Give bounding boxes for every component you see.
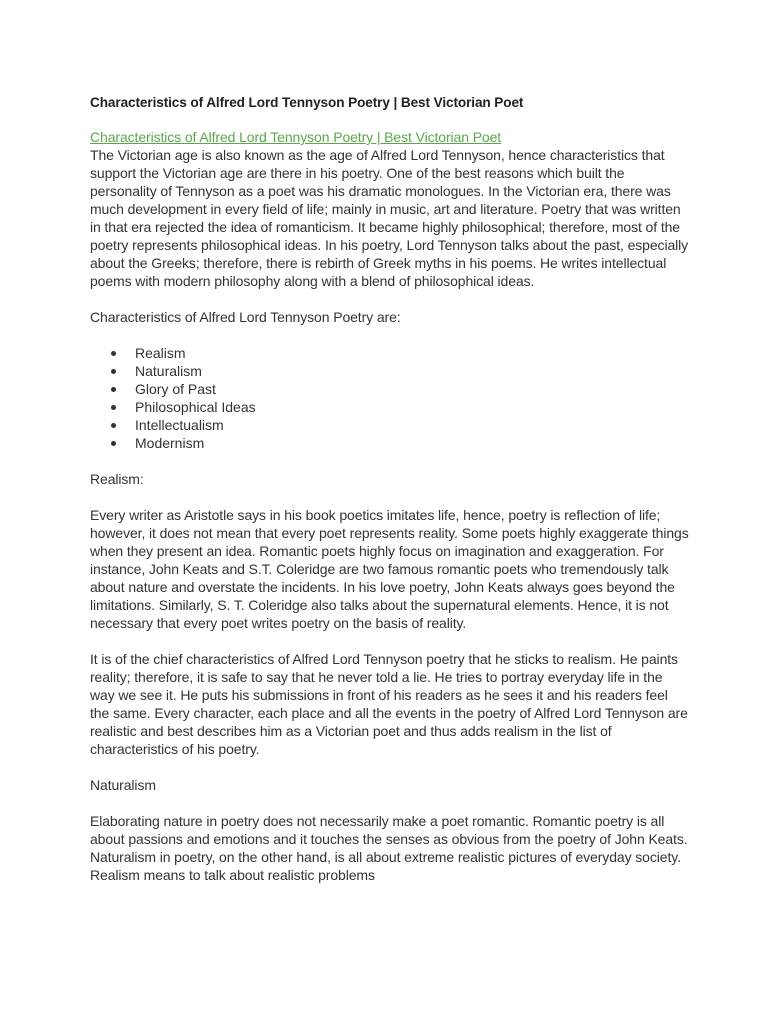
- document-title: Characteristics of Alfred Lord Tennyson Poetry | Best Victorian Poet: [90, 95, 524, 110]
- list-item: Philosophical Ideas: [135, 398, 690, 416]
- bullet-icon: [111, 441, 116, 446]
- realism-heading: Realism:: [90, 471, 144, 487]
- list-item: Glory of Past: [135, 380, 690, 398]
- document-page: [90, 94, 690, 884]
- bullet-icon: [111, 405, 116, 410]
- list-item: Intellectualism: [135, 416, 690, 434]
- naturalism-heading: Naturalism: [90, 777, 156, 793]
- list-intro: Characteristics of Alfred Lord Tennyson Poetry are:: [90, 309, 401, 325]
- bullet-icon: [111, 369, 116, 374]
- realism-paragraph-1: Every writer as Aristotle says in his book poetics imitates life, hence, poetry is reflection of life; however, it does not mean that every poet represents reality. Some poets highly exaggerate things when they present an idea. Romantic poets highly focus on imagination and exaggeration. For instance, John Keats and S.T. Coleridge are two famous romantic poets who tremendously talk about nature and overstate the incidents. In his love poetry, John Keats always goes beyond the limitations. Similarly, S. T. Coleridge also talks about the supernatural elements. Hence, it is not necessary that every poet writes poetry on the basis of reality.: [90, 507, 689, 631]
- bullet-icon: [111, 351, 116, 356]
- intro-paragraph: The Victorian age is also known as the age of Alfred Lord Tennyson, hence characteristics that support the Victorian age are there in his poetry. One of the best reasons which built the personality of Tennyson as a poet was his dramatic monologues. In the Victorian era, there was much development in every field of life; mainly in music, art and literature. Poetry that was written in that era rejected the idea of romanticism. It became highly philosophical; therefore, most of the poetry represents philosophical ideas. In his poetry, Lord Tennyson talks about the past, especially about the Greeks; therefore, there is rebirth of Greek myths in his poems. He writes intellectual poems with modern philosophy along with a blend of philosophical ideas.: [90, 147, 689, 289]
- bullet-icon: [111, 423, 116, 428]
- realism-paragraph-2: It is of the chief characteristics of Alfred Lord Tennyson poetry that he sticks to realism. He paints reality; therefore, it is safe to say that he never told a lie. He tries to portray everyday life in the way we see it. He puts his submissions in front of his readers as he sees it and his readers feel the same. Every character, each place and all the events in the poetry of Alfred Lord Tennyson are realistic and best describes him as a Victorian poet and thus adds realism in the list of characteristics of his poetry.: [90, 651, 688, 757]
- list-item: Realism: [135, 344, 690, 362]
- list-item: Modernism: [135, 434, 690, 452]
- article-link[interactable]: Characteristics of Alfred Lord Tennyson Poetry | Best Victorian Poet: [90, 129, 502, 145]
- bullet-icon: [111, 387, 116, 392]
- naturalism-paragraph-1: Elaborating nature in poetry does not necessarily make a poet romantic. Romantic poetry is all about passions and emotions and it touches the senses as obvious from the poetry of John Keats. Naturalism in poetry, on the other hand, is all about extreme realistic pictures of everyday society. Realism means to talk about realistic problems: [90, 813, 688, 883]
- characteristics-list: [90, 344, 690, 452]
- list-item: Naturalism: [135, 362, 690, 380]
